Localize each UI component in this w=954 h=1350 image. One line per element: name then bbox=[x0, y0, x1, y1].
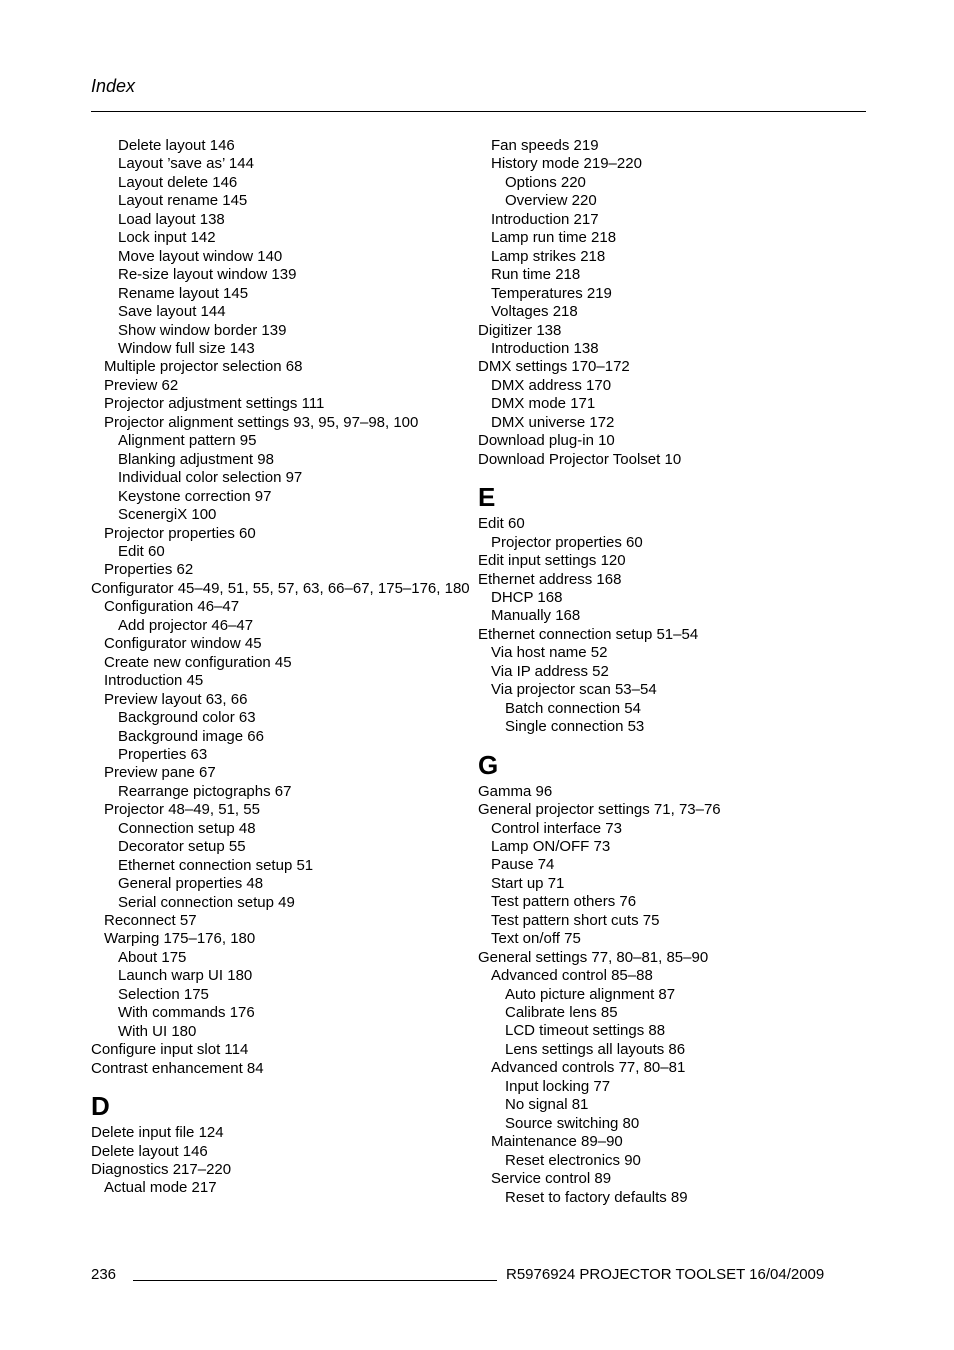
index-entry: Window full size 143 bbox=[118, 339, 255, 357]
index-entry: Delete input file 124 bbox=[91, 1124, 224, 1142]
index-group-c bbox=[91, 137, 476, 1078]
index-entry: Move layout window 140 bbox=[118, 247, 283, 265]
index-entry: Projector properties 60 bbox=[104, 524, 256, 542]
index-entry: Reconnect 57 bbox=[104, 912, 197, 930]
index-entry: Voltages 218 bbox=[491, 303, 578, 321]
index-entry: Calibrate lens 85 bbox=[505, 1004, 618, 1022]
index-entry: Reset to factory defaults 89 bbox=[505, 1188, 688, 1206]
document-info: R5976924 PROJECTOR TOOLSET 16/04/2009 bbox=[506, 1266, 825, 1283]
index-entry: Actual mode 217 bbox=[104, 1179, 217, 1197]
index-entry: LCD timeout settings 88 bbox=[505, 1022, 666, 1040]
index-entry: Run time 218 bbox=[491, 266, 581, 284]
index-entry: Advanced controls 77, 80–81 bbox=[491, 1059, 686, 1077]
index-entry: DMX mode 171 bbox=[491, 395, 596, 413]
index-entry: Ethernet connection setup 51 bbox=[118, 856, 314, 874]
index-entry: Advanced control 85–88 bbox=[491, 967, 653, 985]
index-group-e bbox=[478, 515, 858, 736]
index-entry: Layout delete 146 bbox=[118, 173, 238, 191]
index-entry: Delete layout 146 bbox=[118, 137, 235, 154]
index-entry: Service control 89 bbox=[491, 1170, 612, 1188]
index-entry: Auto picture alignment 87 bbox=[505, 985, 676, 1003]
index-entry: Add projector 46–47 bbox=[118, 616, 254, 634]
index-entry: Ethernet connection setup 51–54 bbox=[478, 625, 699, 643]
index-entry: Blanking adjustment 98 bbox=[118, 450, 274, 468]
index-entry: Configurator window 45 bbox=[104, 635, 262, 653]
index-entry: General settings 77, 80–81, 85–90 bbox=[478, 948, 709, 966]
index-entry: Manually 168 bbox=[491, 607, 581, 625]
index-entry: With commands 176 bbox=[118, 1004, 255, 1022]
index-entry: Layout rename 145 bbox=[118, 192, 248, 210]
index-entry: Connection setup 48 bbox=[118, 819, 256, 837]
page-number: 236 bbox=[91, 1266, 117, 1283]
index-entry: Reset electronics 90 bbox=[505, 1151, 641, 1169]
index-entry: ScenergiX 100 bbox=[118, 506, 217, 524]
index-entry: DMX settings 170–172 bbox=[478, 358, 630, 376]
index-entry: Preview pane 67 bbox=[104, 764, 216, 782]
index-entry: Projector 48–49, 51, 55 bbox=[104, 801, 260, 819]
index-entry: Edit input settings 120 bbox=[478, 552, 626, 570]
index-entry: Test pattern short cuts 75 bbox=[491, 911, 660, 929]
index-entry: Fan speeds 219 bbox=[491, 137, 599, 154]
index-entry: DHCP 168 bbox=[491, 588, 563, 606]
index-entry: Introduction 138 bbox=[491, 339, 599, 357]
index-entry: Ethernet address 168 bbox=[478, 570, 622, 588]
index-entry: No signal 81 bbox=[505, 1096, 589, 1114]
index-entry: Lock input 142 bbox=[118, 229, 216, 247]
index-group-d-continued bbox=[478, 137, 858, 469]
index-entry: Configure input slot 114 bbox=[91, 1041, 249, 1059]
index-entry: Text on/off 75 bbox=[491, 930, 581, 948]
index-entry: Projector alignment settings 93, 95, 97–98, 100 bbox=[104, 413, 419, 431]
index-entry: Source switching 80 bbox=[505, 1114, 640, 1132]
index-entry: Background color 63 bbox=[118, 709, 256, 727]
index-entry: Lamp strikes 218 bbox=[491, 247, 606, 265]
index-entry: Lens settings all layouts 86 bbox=[505, 1040, 686, 1058]
index-entry: Delete layout 146 bbox=[91, 1142, 208, 1160]
index-entry: DMX universe 172 bbox=[491, 413, 615, 431]
index-entry: Projector adjustment settings 111 bbox=[104, 395, 325, 413]
index-column-left bbox=[91, 137, 476, 1198]
index-entry: Single connection 53 bbox=[505, 718, 645, 736]
index-group-d bbox=[91, 1124, 476, 1198]
index-entry: Layout ’save as’ 144 bbox=[118, 155, 254, 173]
index-entry: Launch warp UI 180 bbox=[118, 967, 253, 985]
index-entry: General projector settings 71, 73–76 bbox=[478, 801, 721, 819]
index-entry: Test pattern others 76 bbox=[491, 893, 637, 911]
index-entry: Multiple projector selection 68 bbox=[104, 358, 303, 376]
index-letter-e: E bbox=[478, 482, 496, 513]
index-entry: Diagnostics 217–220 bbox=[91, 1161, 232, 1179]
index-group-g bbox=[478, 783, 858, 1207]
index-entry: General properties 48 bbox=[118, 875, 264, 893]
index-entry: Warping 175–176, 180 bbox=[104, 930, 256, 948]
index-entry: Individual color selection 97 bbox=[118, 469, 303, 487]
index-entry: History mode 219–220 bbox=[491, 155, 642, 173]
index-entry: Maintenance 89–90 bbox=[491, 1133, 623, 1151]
index-entry: Rearrange pictographs 67 bbox=[118, 782, 292, 800]
index-entry: Via host name 52 bbox=[491, 644, 608, 662]
index-entry: Rename layout 145 bbox=[118, 284, 249, 302]
index-entry: Preview 62 bbox=[104, 376, 179, 394]
index-entry: DMX address 170 bbox=[491, 376, 612, 394]
index-entry: Re-size layout window 139 bbox=[118, 266, 297, 284]
index-entry: Load layout 138 bbox=[118, 210, 225, 228]
index-entry: Lamp run time 218 bbox=[491, 229, 617, 247]
index-entry: Gamma 96 bbox=[478, 782, 553, 800]
index-entry: Create new configuration 45 bbox=[104, 653, 292, 671]
index-entry: Serial connection setup 49 bbox=[118, 893, 295, 911]
index-entry: Download plug-in 10 bbox=[478, 432, 615, 450]
index-entry: Via projector scan 53–54 bbox=[491, 681, 657, 699]
index-entry: Download Projector Toolset 10 bbox=[478, 450, 682, 468]
index-entry: About 175 bbox=[118, 948, 187, 966]
index-entry: Preview layout 63, 66 bbox=[104, 690, 248, 708]
index-entry: Options 220 bbox=[505, 173, 586, 191]
index-entry: Overview 220 bbox=[505, 192, 597, 210]
index-entry: Digitizer 138 bbox=[478, 321, 562, 339]
index-entry: Properties 62 bbox=[104, 561, 194, 579]
index-entry: Alignment pattern 95 bbox=[118, 432, 257, 450]
index-entry: Configurator 45–49, 51, 55, 57, 63, 66–67, 175–176, 180 bbox=[91, 579, 470, 597]
index-entry: Pause 74 bbox=[491, 856, 555, 874]
index-entry: Save layout 144 bbox=[118, 303, 226, 321]
index-entry: Properties 63 bbox=[118, 745, 208, 763]
index-entry: Configuration 46–47 bbox=[104, 598, 240, 616]
page-header-title: Index bbox=[91, 76, 136, 96]
index-entry: Temperatures 219 bbox=[491, 284, 612, 302]
index-entry: Selection 175 bbox=[118, 985, 209, 1003]
index-entry: Edit 60 bbox=[118, 542, 165, 560]
index-entry: Contrast enhancement 84 bbox=[91, 1059, 264, 1077]
index-entry: Decorator setup 55 bbox=[118, 838, 246, 856]
index-entry: Introduction 45 bbox=[104, 672, 204, 690]
index-entry: Batch connection 54 bbox=[505, 699, 641, 717]
index-entry: Control interface 73 bbox=[491, 819, 622, 837]
index-letter-g: G bbox=[478, 749, 499, 780]
index-entry: With UI 180 bbox=[118, 1022, 197, 1040]
index-entry: Keystone correction 97 bbox=[118, 487, 272, 505]
index-entry: Input locking 77 bbox=[505, 1077, 611, 1095]
index-entry: Introduction 217 bbox=[491, 210, 599, 228]
footer-divider bbox=[133, 1280, 497, 1281]
index-entry: Start up 71 bbox=[491, 874, 565, 892]
index-entry: Edit 60 bbox=[478, 515, 525, 533]
index-entry: Projector properties 60 bbox=[491, 533, 643, 551]
index-letter-d: D bbox=[91, 1091, 110, 1122]
index-entry: Via IP address 52 bbox=[491, 662, 609, 680]
index-entry: Show window border 139 bbox=[118, 321, 287, 339]
index-column-right bbox=[478, 137, 858, 1207]
index-entry: Background image 66 bbox=[118, 727, 264, 745]
header-divider bbox=[91, 111, 866, 112]
index-entry: Lamp ON/OFF 73 bbox=[491, 837, 611, 855]
